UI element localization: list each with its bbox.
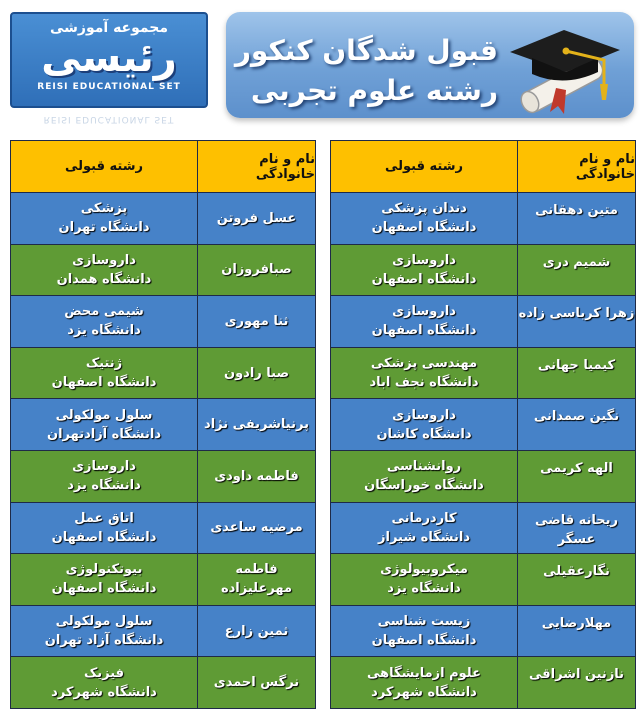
university-text: دانشگاه اصفهان — [51, 581, 157, 597]
university-text: دانشگاه اصفهان — [371, 271, 477, 287]
logo-reflection: REISI EDUCATIONAL SET — [43, 114, 175, 124]
student-name: فاطمه مهرعلیزاده — [197, 554, 315, 605]
results-table-right — [330, 140, 636, 709]
student-name: مهلارضایی — [517, 606, 635, 657]
university-text: دانشگاه یزد — [67, 323, 141, 339]
table-row — [331, 296, 635, 348]
major-text: داروسازی — [392, 304, 456, 320]
major-text: علوم ازمایشگاهی — [367, 665, 481, 681]
accepted-major-cell — [11, 296, 197, 347]
table-row — [331, 348, 635, 400]
student-name: نگین صمدانی — [517, 399, 635, 450]
student-name: نرگس احمدی — [197, 657, 315, 708]
student-name: کیمیا جهانی — [517, 348, 635, 399]
table-row — [11, 399, 315, 451]
student-name: نگارعقیلی — [517, 554, 635, 605]
accepted-major-cell — [331, 657, 517, 708]
table-row — [331, 399, 635, 451]
university-text: دانشگاه نجف اباد — [369, 375, 479, 391]
university-text: دانشگاه اصفهان — [51, 375, 157, 391]
major-text: زیست شناسی — [377, 614, 471, 630]
student-name: نازنین اشراقی — [517, 657, 635, 708]
university-text: دانشگاه اصفهان — [371, 633, 477, 649]
header-name: نام و نام خانوادگی — [197, 141, 315, 192]
student-name: ریحانه قاضی عسگر — [517, 503, 635, 554]
university-text: دانشگاه اصفهان — [371, 220, 477, 236]
table-row — [11, 348, 315, 400]
table-row — [331, 503, 635, 555]
university-text: دانشگاه اصفهان — [51, 529, 157, 545]
table-row — [11, 296, 315, 348]
student-name: صبافروزان — [197, 245, 315, 296]
student-name: عسل فروتن — [197, 193, 315, 244]
university-text: دانشگاه شهرکرد — [371, 684, 477, 700]
reisi-logo — [10, 12, 208, 108]
table-row — [11, 503, 315, 555]
accepted-major-cell — [11, 503, 197, 554]
accepted-major-cell — [331, 554, 517, 605]
accepted-major-cell — [331, 245, 517, 296]
university-text: دانشگاه یزد — [387, 581, 461, 597]
title-line-1: قبول شدگان کنکور — [234, 34, 498, 67]
accepted-major-cell — [331, 193, 517, 244]
major-text: فیزیک — [83, 665, 125, 681]
student-name: فاطمه داودی — [197, 451, 315, 502]
table-header — [11, 141, 315, 193]
title-line-2: رشته علوم تجربی — [250, 74, 498, 107]
title-banner — [226, 12, 634, 118]
university-text: دانشگاه شهرکرد — [51, 684, 157, 700]
university-text: دانشگاه تهران — [58, 220, 150, 236]
major-text: کاردرمانی — [391, 510, 457, 526]
student-name: صبا رادون — [197, 348, 315, 399]
logo-top-text: مجموعه آموزشی — [49, 20, 169, 36]
student-name: مرضیه ساعدی — [197, 503, 315, 554]
table-row — [331, 606, 635, 658]
major-text: میکروبیولوژی — [380, 562, 468, 578]
table-row — [331, 245, 635, 297]
major-text: پزشکی — [80, 201, 128, 217]
accepted-major-cell — [11, 193, 197, 244]
university-text: دانشگاه اصفهان — [371, 323, 477, 339]
logo-sub-text: REISI EDUCATIONAL SET — [37, 82, 181, 92]
university-text: دانشگاه یزد — [67, 478, 141, 494]
university-text: دانشگاه خوراسگان — [364, 478, 484, 494]
university-text: دانشگاه شیراز — [378, 529, 470, 545]
student-name: شمیم دری — [517, 245, 635, 296]
student-name: ثمین زارع — [197, 606, 315, 657]
table-row — [11, 451, 315, 503]
major-text: داروسازی — [392, 252, 456, 268]
results-table-left — [10, 140, 316, 709]
graduation-cap-icon — [502, 26, 626, 118]
accepted-major-cell — [11, 348, 197, 399]
major-text: ژنتیک — [85, 356, 123, 372]
table-row — [11, 554, 315, 606]
student-name: ثنا مهوری — [197, 296, 315, 347]
table-row — [331, 193, 635, 245]
accepted-major-cell — [11, 554, 197, 605]
accepted-major-cell — [331, 399, 517, 450]
university-text: دانشگاه آزادتهران — [46, 426, 162, 442]
student-name: متین دهقانی — [517, 193, 635, 244]
table-row — [11, 245, 315, 297]
major-text: دندان پزشکی — [381, 201, 467, 217]
student-name: زهرا کرباسی زاده — [517, 296, 635, 347]
major-text: مهندسی پزشکی — [370, 356, 478, 372]
table-row — [331, 657, 635, 708]
table-row — [331, 451, 635, 503]
table-row — [331, 554, 635, 606]
accepted-major-cell — [331, 606, 517, 657]
accepted-major-cell — [11, 606, 197, 657]
major-text: سلول مولکولی — [55, 614, 153, 630]
university-text: دانشگاه همدان — [56, 271, 152, 287]
header-major: رشته قبولی — [65, 159, 143, 174]
major-text: داروسازی — [72, 252, 136, 268]
accepted-major-cell — [11, 245, 197, 296]
table-row — [11, 657, 315, 708]
student-name: پرنیاشریفی نژاد — [197, 399, 315, 450]
header-major: رشته قبولی — [385, 159, 463, 174]
accepted-major-cell — [331, 503, 517, 554]
accepted-major-cell — [11, 399, 197, 450]
accepted-major-cell — [331, 296, 517, 347]
header-name: نام و نام خانوادگی — [517, 141, 635, 192]
logo-main-text: رئیسی — [41, 35, 177, 81]
accepted-major-cell — [11, 451, 197, 502]
table-row — [11, 193, 315, 245]
university-text: دانشگاه کاشان — [376, 426, 472, 442]
table-row — [11, 606, 315, 658]
student-name: الهه کریمی — [517, 451, 635, 502]
major-text: داروسازی — [392, 407, 456, 423]
major-text: روانشناسی — [386, 459, 462, 475]
major-text: بیوتکنولوژی — [65, 562, 143, 578]
major-text: اتاق عمل — [74, 510, 134, 526]
university-text: دانشگاه آزاد تهران — [44, 633, 164, 649]
major-text: سلول مولکولی — [55, 407, 153, 423]
major-text: داروسازی — [72, 459, 136, 475]
major-text: شیمی محض — [64, 304, 144, 320]
table-header — [331, 141, 635, 193]
accepted-major-cell — [11, 657, 197, 708]
accepted-major-cell — [331, 451, 517, 502]
accepted-major-cell — [331, 348, 517, 399]
